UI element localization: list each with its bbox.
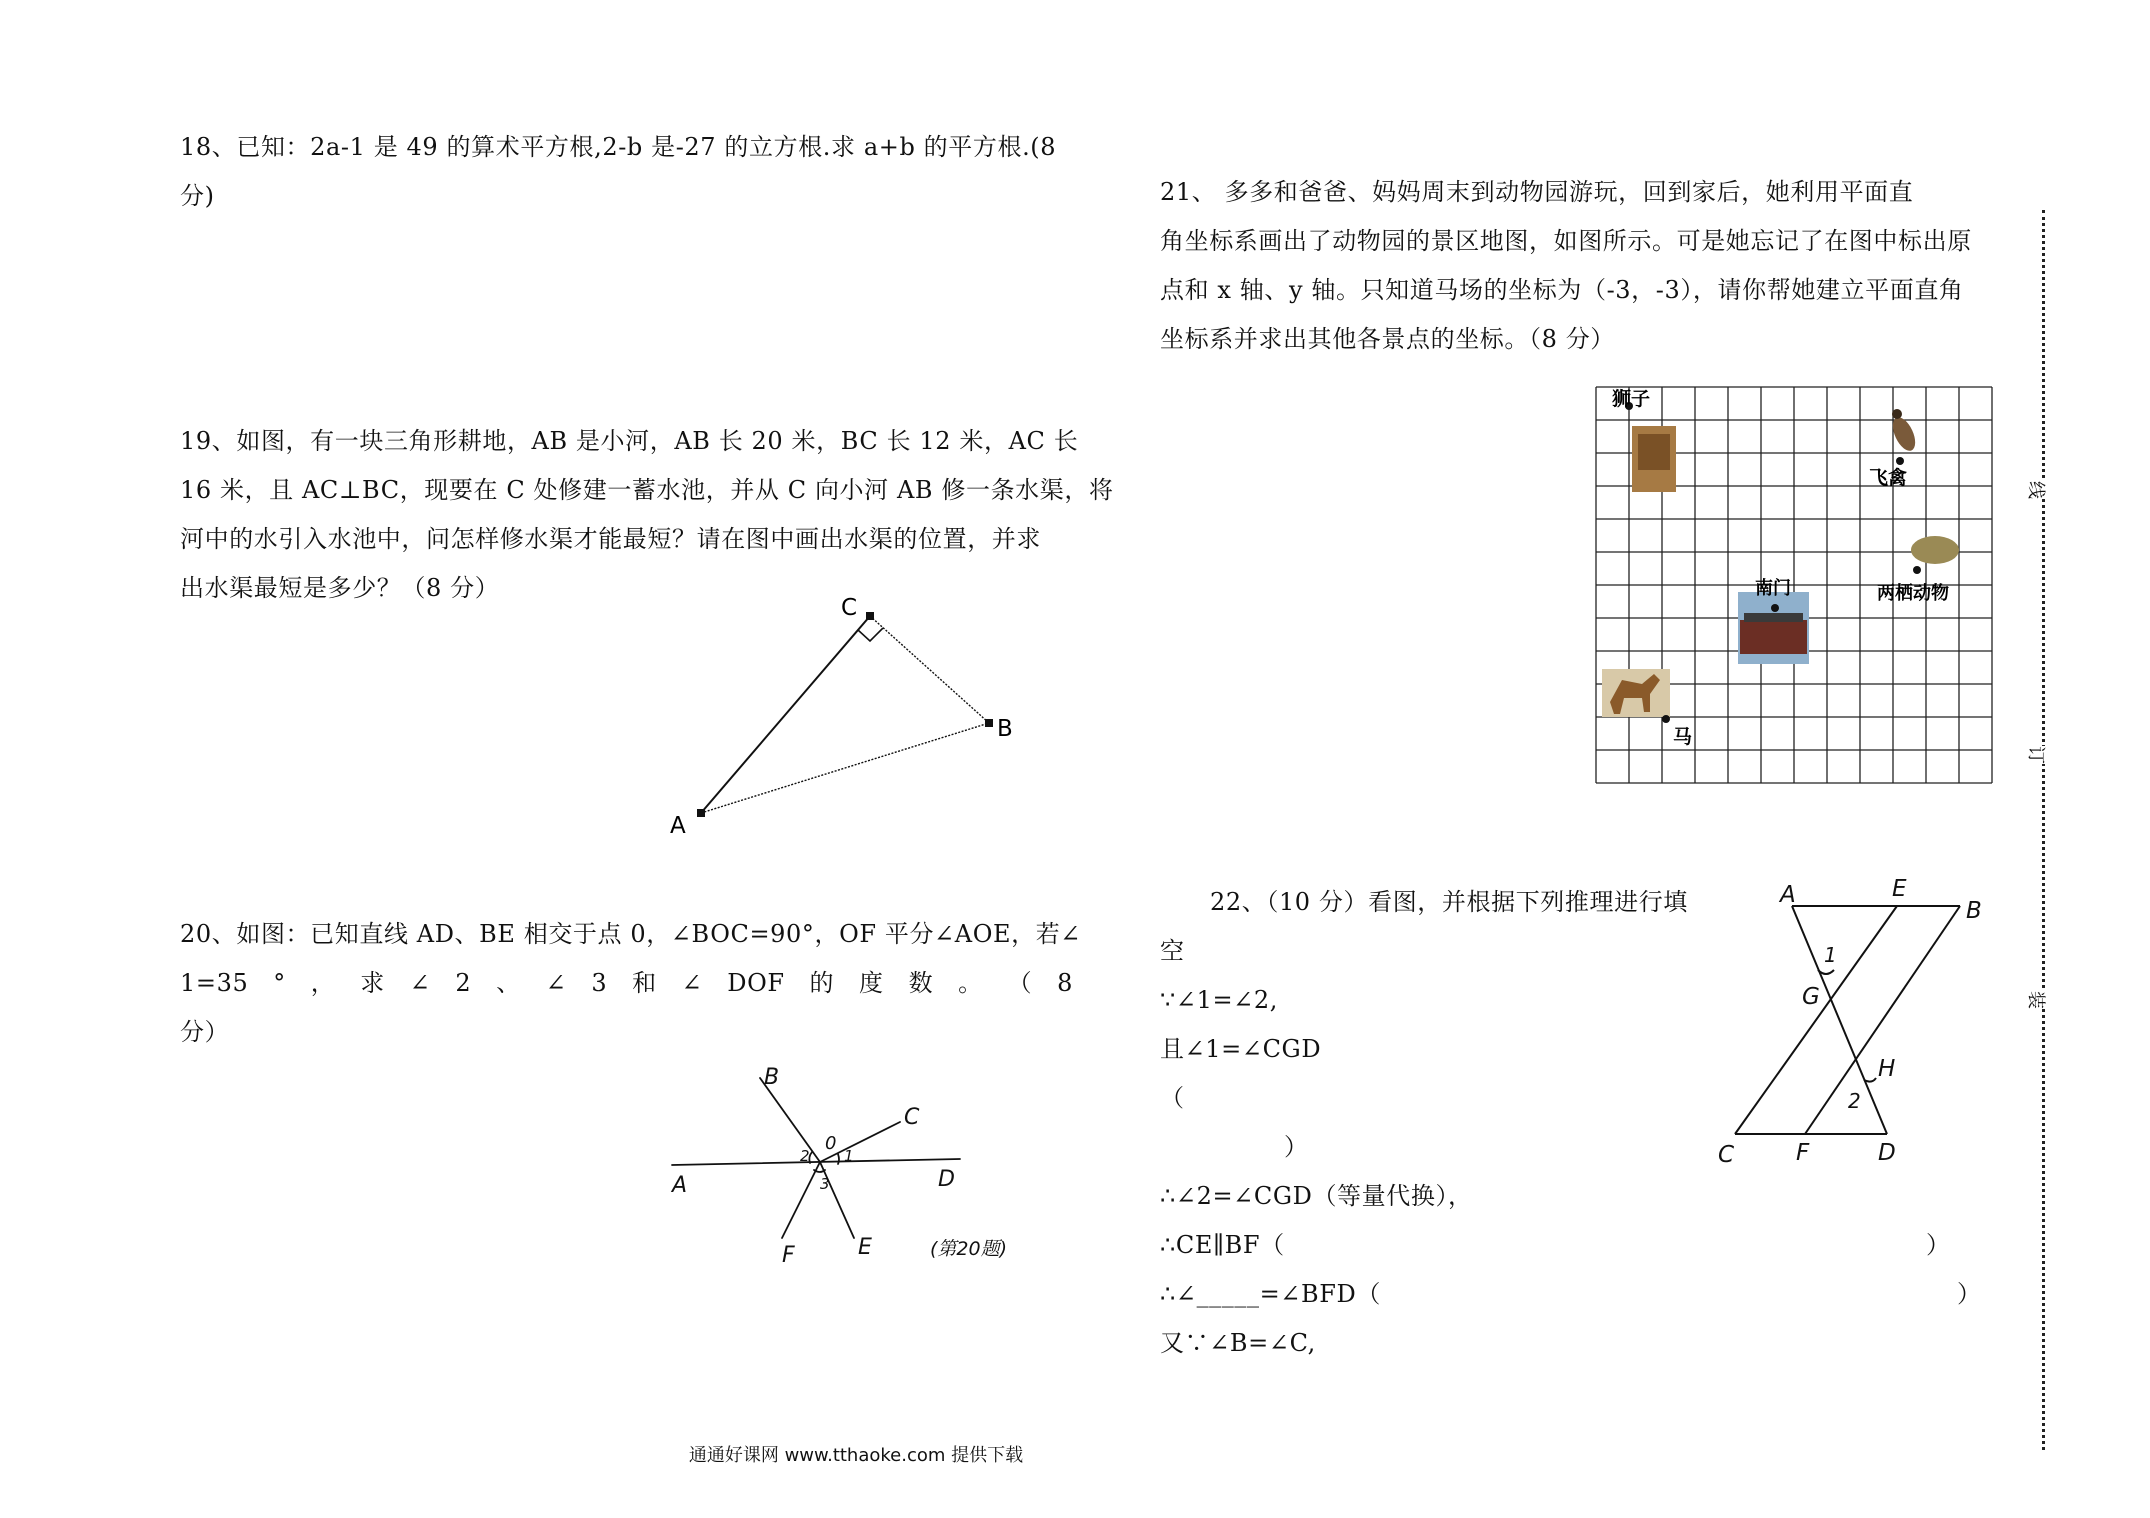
point-a: [697, 809, 705, 817]
amphibians-label: 两栖动物: [1877, 583, 1949, 604]
q21-line-4: 坐标系并求出其他各景点的坐标。（8 分）: [1160, 325, 1615, 353]
label-f: F: [782, 1243, 795, 1268]
south-gate-label: 南门: [1755, 578, 1791, 599]
birds-point: [1896, 457, 1904, 465]
q22-line-4: 且∠1=∠CGD: [1160, 1035, 1322, 1063]
label-a: A: [672, 1173, 688, 1198]
label-b: B: [997, 716, 1013, 742]
q18-line-2: 分): [180, 182, 215, 210]
horse-label: 马: [1673, 726, 1693, 748]
label-1: 1: [844, 1147, 854, 1165]
label-a: A: [670, 813, 686, 839]
label-1: 1: [1824, 943, 1837, 967]
q19-triangle-figure: [655, 590, 1040, 845]
q20-line-2: 1=35 ° ， 求 ∠ 2 、 ∠ 3 和 ∠ DOF 的 度 数 。 （ 8: [180, 969, 1073, 997]
q19-line-1: 19、如图，有一块三角形耕地，AB 是小河，AB 长 20 米，BC 长 12 米，AC 长: [180, 427, 1079, 455]
q22-line-5: （: [1160, 1084, 1185, 1112]
label-2: 2: [1848, 1089, 1861, 1113]
horse-point: [1662, 715, 1670, 723]
lion-label: 狮子: [1612, 388, 1651, 410]
q19-line-4: 出水渠最短是多少？（8 分）: [180, 574, 500, 602]
line-ad: [672, 1159, 960, 1165]
zoo-grid-map: [1594, 384, 1994, 789]
question-21: [1160, 168, 2010, 364]
figure-caption: (第20题): [930, 1238, 1008, 1260]
ray-ob: [760, 1078, 820, 1162]
q20-line-3: 分）: [180, 1018, 230, 1046]
q22-line-1: 22、（10 分）看图，并根据下列推理进行填: [1210, 888, 1688, 916]
south-gate-building: [1740, 620, 1807, 654]
q22-line-6: ）: [1284, 1133, 1309, 1161]
side-ca: [701, 616, 870, 813]
amphibians-point: [1913, 566, 1921, 574]
q22-line-9: ∴∠_____=∠BFD（ ）: [1160, 1280, 1982, 1308]
binding-char-ding: 订: [2022, 746, 2052, 764]
birds-label: 飞禽: [1869, 467, 1908, 489]
q22-line-7: ∴∠2=∠CGD（等量代换），: [1160, 1182, 1473, 1210]
point-c: [866, 612, 874, 620]
q21-line-3: 点和 x 轴、y 轴。只知道马场的坐标为（-3，-3），请你帮她建立平面直角: [1160, 276, 1964, 304]
q20-angle-figure: [660, 1060, 1060, 1290]
south-gate-roof: [1744, 613, 1803, 622]
label-b: B: [764, 1065, 780, 1090]
bird-head: [1892, 409, 1902, 419]
q20-line-1: 20、如图：已知直线 AD、BE 相交于点 0，∠BOC=90°，OF 平分∠AOE，若∠: [180, 920, 1082, 948]
angle-2-arc: [1864, 1078, 1876, 1082]
label-b: B: [1966, 898, 1982, 924]
label-c: C: [841, 595, 858, 621]
q19-line-2: 16 米，且 AC⊥BC，现要在 C 处修建一蓄水池，并从 C 向小河 AB 修一条水渠，将: [180, 476, 1114, 504]
label-h: H: [1878, 1056, 1896, 1082]
label-g: G: [1802, 984, 1820, 1010]
side-ab: [701, 723, 989, 813]
label-3: 3: [820, 1175, 830, 1193]
ray-of: [782, 1162, 820, 1238]
binding-line: [2042, 210, 2045, 1450]
label-a: A: [1780, 882, 1796, 908]
frog-picture: [1911, 536, 1959, 564]
south-gate-point: [1771, 604, 1779, 612]
side-cb: [870, 616, 989, 723]
label-e: E: [1892, 876, 1907, 902]
label-c: C: [904, 1105, 920, 1130]
label-c: C: [1718, 1142, 1735, 1168]
question-18: [180, 123, 1080, 221]
label-o: 0: [825, 1133, 837, 1154]
segment-bf: [1805, 906, 1960, 1134]
page-footer: 通通好课网 www.tthaoke.com 提供下载: [688, 1445, 1024, 1466]
label-2: 2: [800, 1147, 810, 1165]
q19-line-3: 河中的水引入水池中，问怎样修水渠才能最短？请在图中画出水渠的位置，并求: [180, 525, 1041, 553]
q22-parallel-lines-figure: [1700, 870, 2010, 1175]
q21-line-2: 角坐标系画出了动物园的景区地图，如图所示。可是她忘记了在图中标出原: [1160, 227, 1972, 255]
q22-line-3: ∵∠1=∠2,: [1160, 986, 1278, 1014]
angle-arc-1: [838, 1154, 839, 1164]
question-19: [180, 417, 1114, 613]
point-b: [985, 719, 993, 727]
q22-line-2: 空: [1160, 937, 1185, 965]
q18-line-1: 18、已知：2a-1 是 49 的算术平方根,2-b 是-27 的立方根.求 a+b 的平方根.(8: [180, 133, 1057, 161]
label-d: D: [938, 1167, 955, 1192]
ray-oe: [820, 1162, 854, 1238]
binding-char-xian: 线: [2022, 481, 2052, 499]
label-d: D: [1878, 1140, 1896, 1166]
label-f: F: [1796, 1140, 1810, 1166]
label-e: E: [858, 1235, 872, 1260]
q21-line-1: 21、 多多和爸爸、妈妈周末到动物园游玩，回到家后，她利用平面直: [1160, 178, 1914, 206]
q22-line-10: 又∵∠B=∠C,: [1160, 1329, 1316, 1357]
lion-mane: [1638, 434, 1670, 470]
q22-line-8: ∴CE∥BF（ ）: [1160, 1231, 1951, 1259]
question-20: [180, 910, 1080, 1057]
binding-char-zhuang: 装: [2022, 991, 2052, 1009]
right-angle-mark: [858, 628, 883, 641]
angle-arc-3: [814, 1170, 825, 1172]
